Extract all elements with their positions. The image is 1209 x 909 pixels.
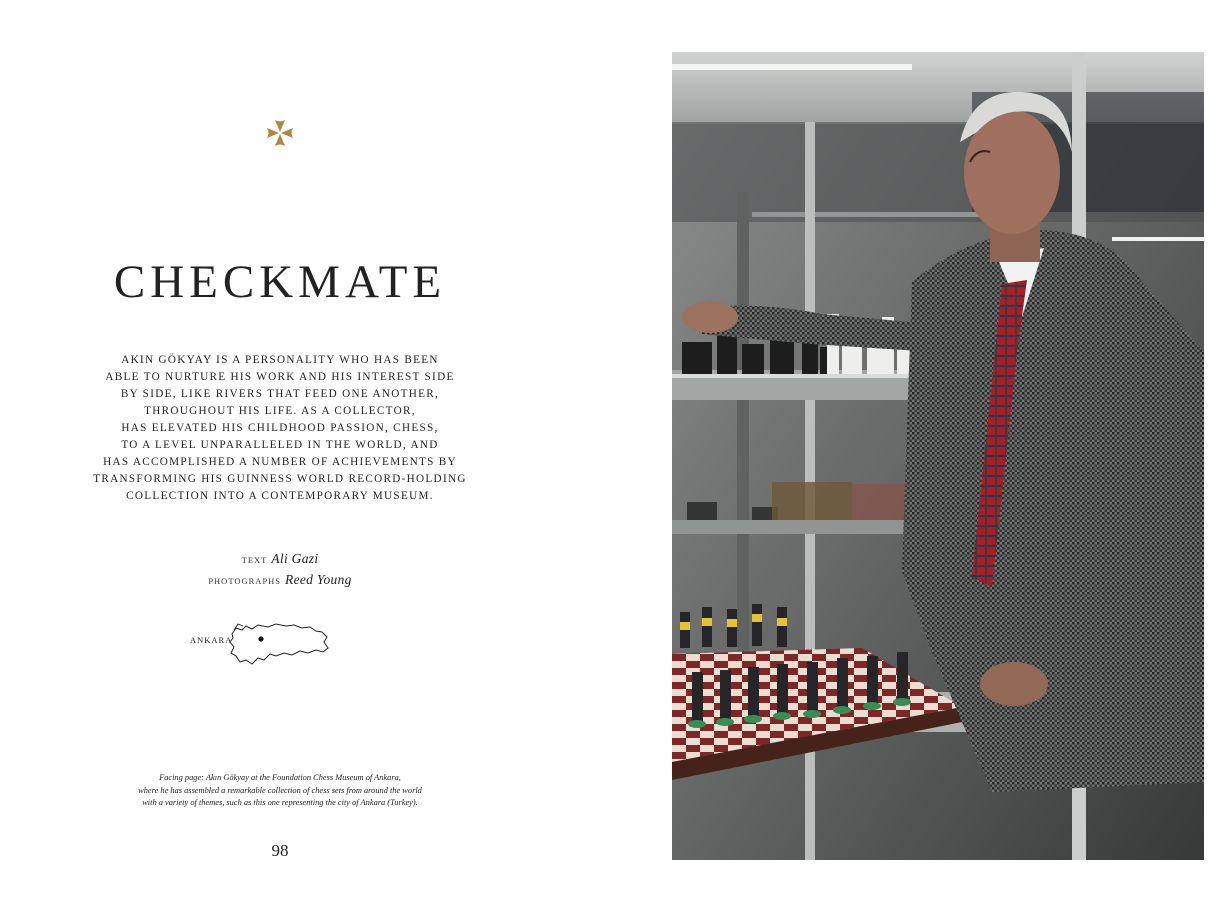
article-intro [80, 352, 480, 505]
turkey-map-icon [228, 620, 332, 670]
photo-caption [100, 772, 460, 810]
location-label: ANKARA [190, 635, 233, 645]
maltese-cross-icon [264, 117, 296, 149]
intro-line: BY SIDE, LIKE RIVERS THAT FEED ONE ANOTHER, [120, 388, 440, 400]
intro-line: COLLECTION INTO A CONTEMPORARY MUSEUM. [126, 490, 434, 502]
left-page [0, 0, 560, 909]
caption-line: with a variety of themes, such as this one representing the city of Ankara (Turkey). [142, 798, 418, 807]
caption-line: where he has assembled a remarkable collection of chess sets from around the world [138, 785, 422, 795]
location-map [190, 620, 340, 672]
text-credit-author: Ali Gazi [271, 551, 319, 566]
intro-line: TO A LEVEL UNPARALLELED IN THE WORLD, AND [121, 439, 439, 451]
intro-line: HAS ELEVATED HIS CHILDHOOD PASSION, CHESS, [121, 422, 439, 434]
article-title: CHECKMATE [113, 256, 447, 308]
credits [140, 549, 420, 591]
photo-credit-label: PHOTOGRAPHS [208, 576, 282, 586]
intro-line: TRANSFORMING HIS GUINNESS WORLD RECORD-HOLDING [93, 473, 467, 485]
page-number: 98 [271, 841, 289, 860]
intro-line: THROUGHOUT HIS LIFE. AS A COLLECTOR, [144, 405, 416, 417]
text-credit-label: TEXT [241, 555, 268, 565]
portrait-photo [672, 52, 1204, 860]
text-credit [140, 549, 420, 570]
intro-line: ABLE TO NURTURE HIS WORK AND HIS INTEREST SIDE [105, 371, 455, 383]
intro-line: HAS ACCOMPLISHED A NUMBER OF ACHIEVEMENTS BY [103, 456, 457, 468]
photo-credit-author: Reed Young [285, 572, 352, 587]
ankara-marker [258, 636, 263, 641]
intro-line: AKIN GÖKYAY IS A PERSONALITY WHO HAS BEEN [121, 354, 439, 366]
caption-line: Facing page: Akın Gökyay at the Foundation Chess Museum of Ankara, [159, 773, 401, 782]
photo-credit [140, 570, 420, 591]
